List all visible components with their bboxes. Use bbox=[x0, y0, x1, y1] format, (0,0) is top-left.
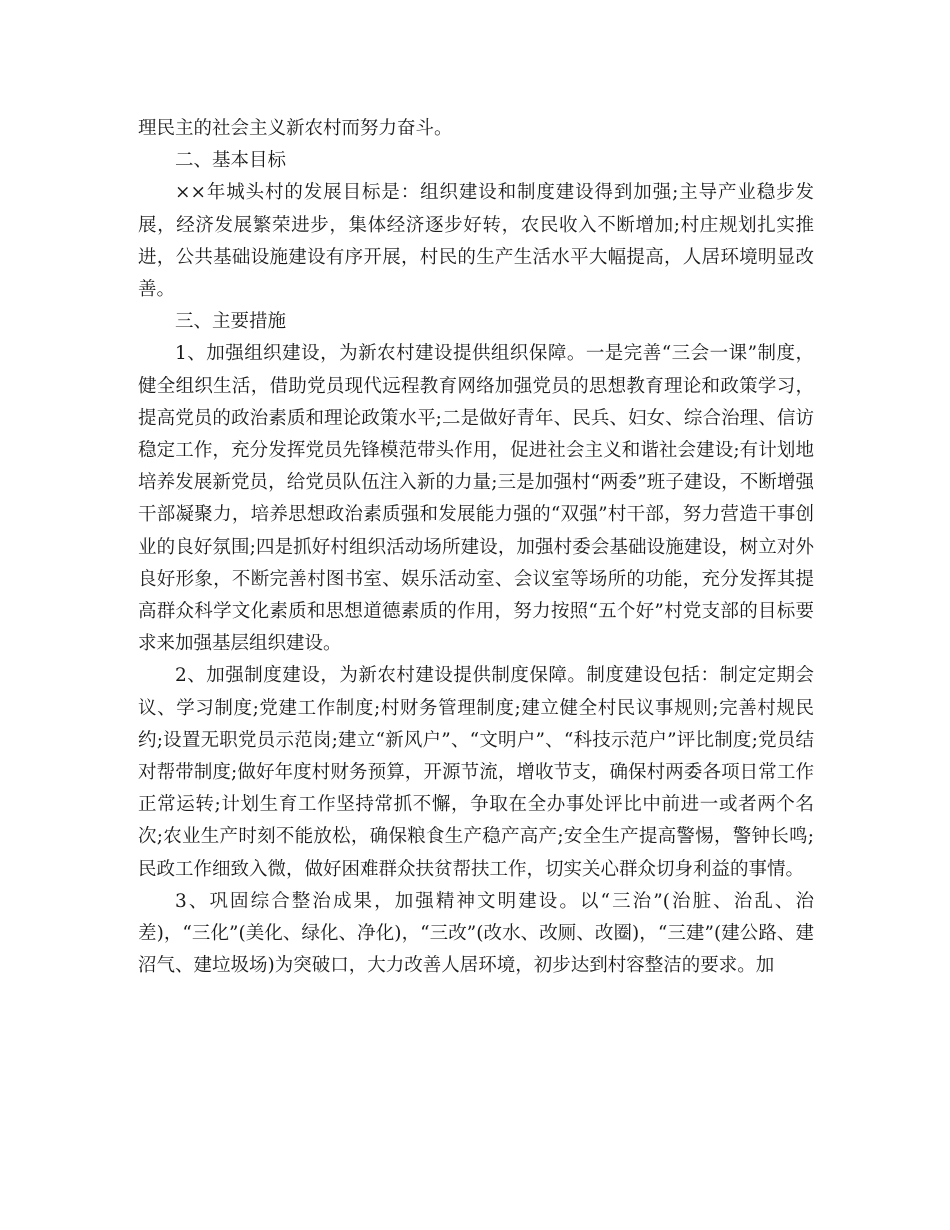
paragraph-continuation: 理民主的社会主义新农村而努力奋斗。 bbox=[138, 118, 453, 139]
paragraph-measure-2: 2、加强制度建设，为新农村建设提供制度保障。制度建设包括：制定定期会议、学习制度;党建工作制度;村财务管理制度;建立健全村民议事规则;完善村规民约;设置无职党员示范岗;建立“新风户”、“文明户”、“科技示范户”评比制度;党员结对帮带制度;做好年度村财务预算，开源节流，增收节支，确保村两委各项日常工作正常运转;计划生育工作坚持常抓不懈，争取在全办事处评比中前进一或者两个名次;农业生产时刻不能放松，确保粮食生产稳产高产;安全生产提高警惕，警钟长鸣;民政工作细致入微，做好困难群众扶贫帮扶工作，切实关心群众切身利益的事情。 bbox=[138, 665, 814, 880]
section-heading-main-measures: 三、主要措施 bbox=[175, 311, 287, 333]
paragraph-goals: ××年城头村的发展目标是：组织建设和制度建设得到加强;主导产业稳步发展，经济发展繁荣进步，集体经济逐步好转，农民收入不断增加;村庄规划扎实推进，公共基础设施建设有序开展，村民的生产生活水平大幅提高，人居环境明显改善。 bbox=[138, 182, 814, 301]
document-body bbox=[138, 113, 814, 982]
section-heading-basic-goals: 二、基本目标 bbox=[175, 150, 287, 172]
paragraph-measure-3: 3、巩固综合整治成果，加强精神文明建设。以“三治”(治脏、治乱、治差)，“三化”(美化、绿化、净化)，“三改”(改水、改厕、改圈)，“三建”(建公路、建沼气、建垃圾场)为突破口，大力改善人居环境，初步达到村容整洁的要求。加 bbox=[138, 890, 814, 977]
paragraph-measure-1: 1、加强组织建设，为新农村建设提供组织保障。一是完善“三会一课”制度，健全组织生活，借助党员现代远程教育网络加强党员的思想教育理论和政策学习，提高党员的政治素质和理论政策水平;二是做好青年、民兵、妇女、综合治理、信访稳定工作，充分发挥党员先锋模范带头作用，促进社会主义和谐社会建设;有计划地培养发展新党员，给党员队伍注入新的力量;三是加强村“两委”班子建设，不断增强干部凝聚力，培养思想政治素质强和发展能力强的“双强”村干部，努力营造干事创业的良好氛围;四是抓好村组织活动场所建设，加强村委会基础设施建设，树立对外良好形象，不断完善村图书室、娱乐活动室、会议室等场所的功能，充分发挥其提高群众科学文化素质和思想道德素质的作用，努力按照“五个好”村党支部的目标要求来加强基层组织建设。 bbox=[138, 343, 814, 655]
